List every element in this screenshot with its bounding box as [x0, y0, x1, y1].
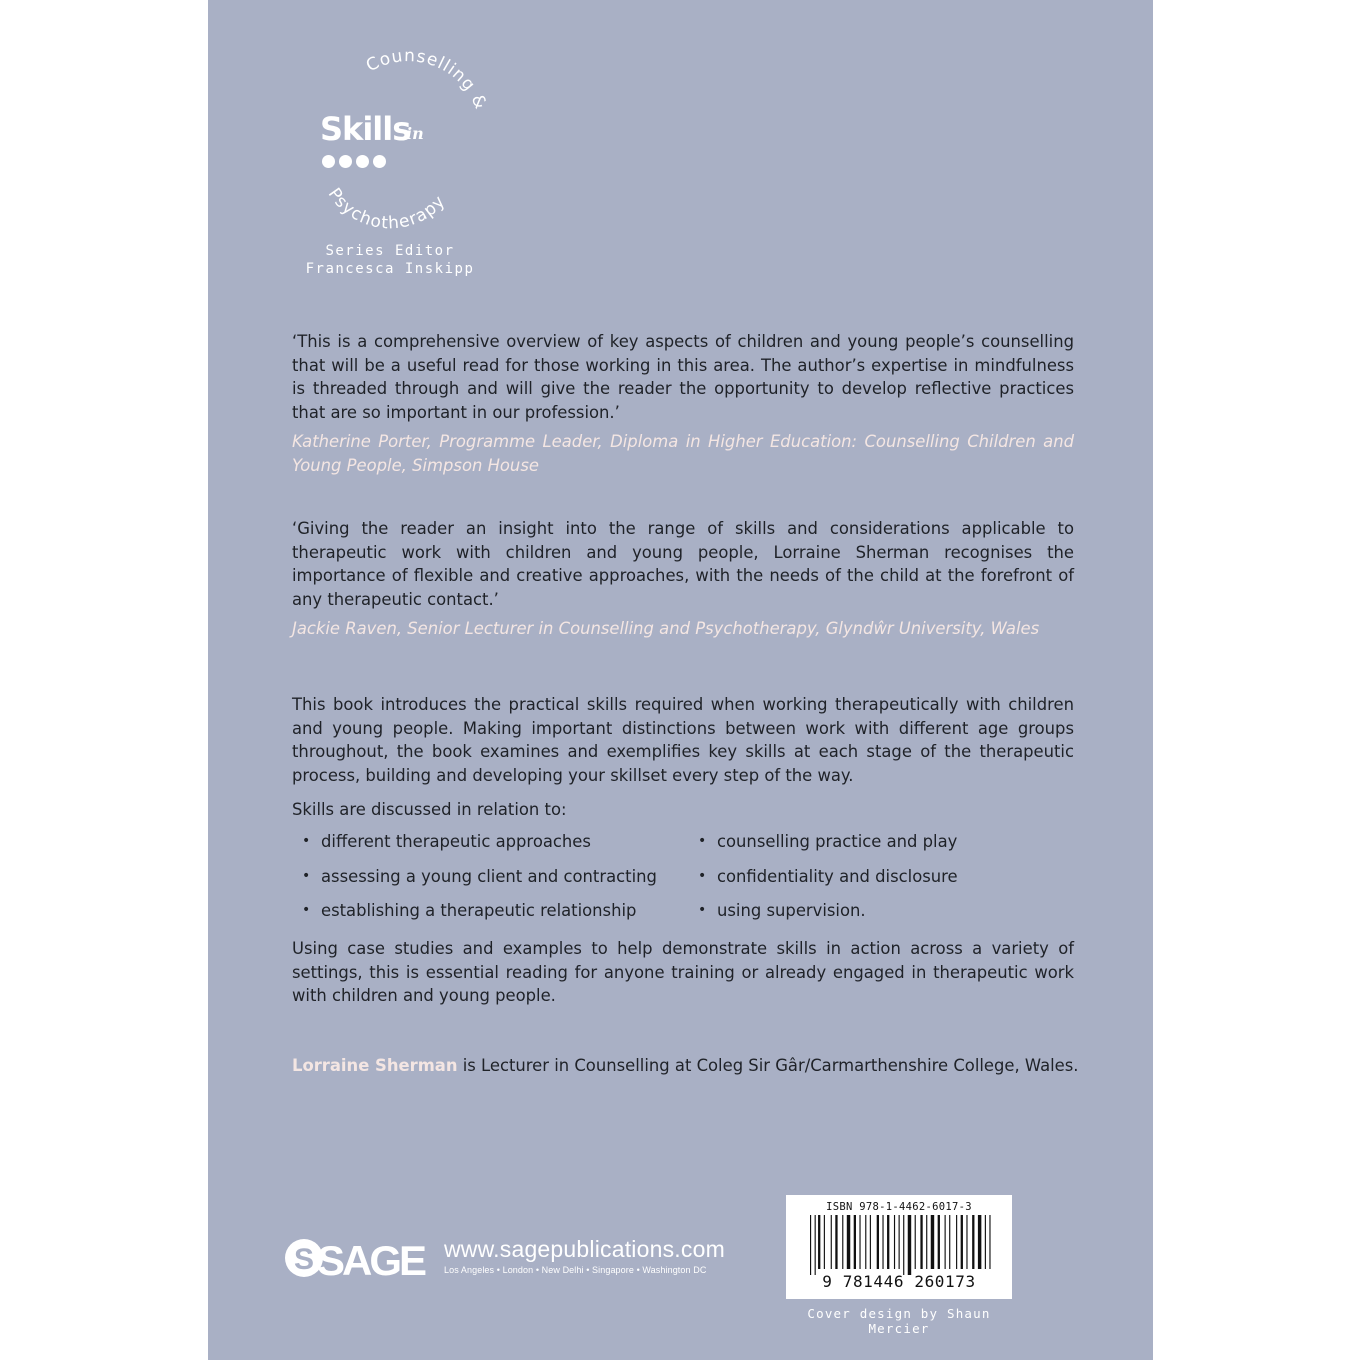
barcode-bar	[865, 1215, 866, 1269]
barcode-bar	[810, 1215, 811, 1275]
series-dot	[356, 155, 369, 168]
sage-logo-s-mark: S	[293, 1243, 315, 1276]
list-item: • using supervision.	[698, 899, 998, 923]
barcode-bar	[824, 1215, 825, 1269]
barcode-bar	[956, 1215, 957, 1269]
barcode-number: 9 781446 260173	[822, 1272, 976, 1291]
series-editor	[290, 242, 490, 278]
barcode-bar	[887, 1215, 889, 1269]
publisher-url[interactable]: www.sagepublications.com	[444, 1236, 725, 1262]
barcode-bar	[854, 1215, 856, 1269]
barcode-bar	[835, 1215, 837, 1269]
barcode-bar	[915, 1215, 916, 1269]
barcode-bar	[877, 1215, 879, 1269]
quote-text: ‘Giving the reader an insight into the range of skills and considerations applicable to therapeutic work with children and young people, Lorraine Sherman recognises the importance of flexible and creative approaches, with the needs of the child at the forefront of any therapeutic contact.’	[292, 519, 1074, 609]
barcode-bar	[882, 1215, 883, 1269]
review-quote-2	[292, 517, 1074, 641]
publisher-cities: Los Angeles • London • New Delhi • Singapore • Washington DC	[444, 1265, 707, 1275]
series-dot	[322, 155, 335, 168]
barcode-bar	[842, 1215, 843, 1269]
sage-logo	[284, 1235, 434, 1281]
barcode-bar	[949, 1215, 950, 1269]
quote-attribution: Jackie Raven, Senior Lecturer in Counselling and Psychotherapy, Glyndŵr University, Wales	[292, 619, 1040, 638]
barcode-bar	[961, 1215, 963, 1269]
series-dot	[339, 155, 352, 168]
barcode-bar	[847, 1215, 850, 1269]
barcode-bar	[938, 1215, 940, 1269]
barcode-bar	[870, 1215, 871, 1269]
list-item: • assessing a young client and contracting	[302, 865, 698, 889]
description-intro: This book introduces the practical skills required when working therapeutically with children and young people. Making important distinctions between work with different age groups throughout, the book examines and exemplifies key skills at each stage of the therapeutic process, building and developing your skillset every step of the way.	[292, 695, 1074, 785]
series-dot	[373, 155, 386, 168]
author-bio-text: is Lecturer in Counselling at Coleg Sir Gâr/Carmarthenshire College, Wales.	[457, 1056, 1079, 1075]
series-arc-bottom: Psychotherapy	[323, 184, 450, 234]
barcode-bar	[966, 1215, 967, 1269]
barcode-bar	[945, 1215, 946, 1269]
review-quote-1	[292, 330, 1074, 477]
barcode-bar	[903, 1215, 904, 1275]
isbn-barcode	[786, 1195, 1012, 1299]
barcode-bar	[899, 1215, 900, 1269]
author-name: Lorraine Sherman	[292, 1056, 458, 1075]
barcode-bar	[978, 1215, 981, 1269]
list-item: • confidentiality and disclosure	[698, 865, 998, 889]
barcode-bar	[908, 1215, 911, 1275]
isbn-label: ISBN 978-1-4462-6017-3	[826, 1201, 972, 1213]
series-dots	[322, 153, 390, 167]
barcode-bar	[859, 1215, 860, 1269]
series-in-word: in	[406, 124, 424, 143]
back-cover	[208, 0, 1153, 1360]
quote-text: ‘This is a comprehensive overview of key aspects of children and young people’s counselling that will be a useful read for those working in this area. The author’s expertise in mindfulness is threaded through and will give the reader the opportunity to develop reflective practices that are so important in our profession.’	[292, 332, 1074, 422]
list-heading: Skills are discussed in relation to:	[292, 800, 567, 819]
barcode-bar	[894, 1215, 895, 1269]
barcode-bar	[972, 1215, 974, 1269]
barcode-bar	[815, 1215, 816, 1275]
series-skills-word: Skills	[320, 110, 411, 148]
list-item: • different therapeutic approaches	[302, 830, 698, 854]
barcode-bar	[985, 1215, 986, 1269]
barcode-bar	[818, 1215, 820, 1269]
list-item: • establishing a therapeutic relationship	[302, 899, 698, 923]
barcode-bar	[831, 1215, 832, 1269]
series-arc-top: Counselling &	[363, 45, 491, 113]
barcode-bar	[989, 1215, 990, 1269]
barcode-bar	[931, 1215, 934, 1269]
description-closing: Using case studies and examples to help demonstrate skills in action across a variety of settings, this is essential reading for anyone training or already engaged in therapeutic work with children and young people.	[292, 939, 1074, 1005]
cover-design-credit: Cover design by Shaun Mercier	[807, 1306, 991, 1336]
barcode-bar	[926, 1215, 927, 1269]
barcode-bars	[810, 1215, 992, 1275]
quote-attribution: Katherine Porter, Programme Leader, Diploma in Higher Education: Counselling Children and Young People, Simpson House	[292, 432, 1074, 475]
list-item: • counselling practice and play	[698, 830, 998, 854]
author-bio	[292, 1054, 1082, 1078]
series-editor-name: Francesca Inskipp	[305, 261, 475, 277]
barcode-bar	[920, 1215, 922, 1269]
sage-logo-text: SAGE	[317, 1237, 425, 1281]
series-editor-label: Series Editor	[325, 243, 455, 259]
skills-list	[302, 830, 1002, 923]
